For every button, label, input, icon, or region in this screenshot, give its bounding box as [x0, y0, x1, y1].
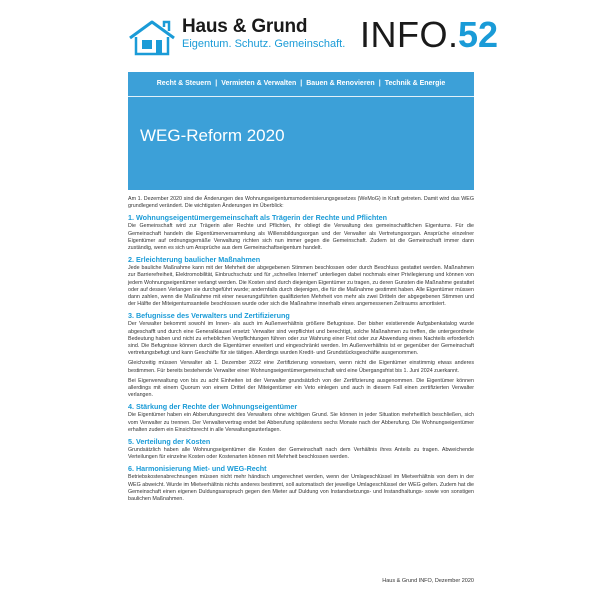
section-heading: 2. Erleichterung baulicher Maßnahmen: [128, 255, 261, 265]
section-heading: 1. Wohnungseigentümergemeinschaft als Trägerin der Rechte und Pflichten: [128, 213, 388, 223]
intro-paragraph: Am 1. Dezember 2020 sind die Änderungen des Wohnungseigentumsmodernisierungsgesetzes (WeMoG) in Kraft getreten. Damit wird das WEG grundlegend verändert. Die wichtigsten Änderungen im Überblick:: [128, 196, 474, 210]
nav-separator: |: [378, 80, 381, 87]
section-paragraph: Jede bauliche Maßnahme kann mit der Mehrheit der abgegebenen Stimmen beschlossen oder durch Beschluss gestattet werden. Maßnahmen zur Barrierefreiheit, Elektromobilität, Einbruchschutz und für „schnelles Internet“ unterliegen dabei nochmals einer Privilegierung und können von jedem Wohnungseigentümer verlangt werden. Die Kosten sind durch diejenigen Eigentümer zu tragen, zu deren Gunsten die Maßnahme gestattet oder auf dessen Verlangen sie durchgeführt wurde; andernfalls durch diejenigen, die für die Maßnahme gestimmt haben. Alle Eigentümer müssen dann zahlen, wenn die Maßnahme mit einer neuerungsführten qualifizierten Mehrheit von mehr als zwei Dritteln der abgegebenen Stimmen und der Hälfte der Miteigentumsanteile beschlossen wurde oder sich die Maßnahme innerhalb eines angemessenen Zeitraums amortisiert.: [128, 265, 474, 308]
nav-separator: |: [300, 80, 303, 87]
nav-item-recht-steuern[interactable]: Recht & Steuern: [156, 80, 212, 87]
section-paragraph: Betriebskostenabrechnungen müssen nicht mehr händisch umgerechnet werden, wenn der Umlageschlüssel im Mietverhältnis von dem in der WEG abweicht. Wurde im Mietverhältnis nichts anderes bestimmt, soll automatisch der jeweilige Umlageschlüssel der WEG gelten. Zudem hat die Gemeinschaft einen eigenen Duldungsanspruch gegen den Mieter auf Duldung von Instandsetzungs- und Instandhaltungs- sowie von sonstigen baulichen Maßnahmen.: [128, 474, 474, 503]
nav-item-vermieten-verwalten[interactable]: Vermieten & Verwalten: [221, 80, 297, 87]
section-heading: 3. Befugnisse des Verwalters und Zertifizierung: [128, 311, 290, 321]
section-heading: 6. Harmonisierung Miet- und WEG-Recht: [128, 464, 267, 474]
section-paragraph: Gleichzeitig müssen Verwalter ab 1. Dezember 2022 eine Zertifizierung vorweisen, wenn nicht die Eigentümer einstimmig etwas anderes bestimmen. Für bereits bestehende Verwalter einer Wohnungseigentümergemeinschaft wird eine Übergangsfrist bis 1. Juni 2024 zuerkannt.: [128, 360, 474, 374]
nav-separator: |: [215, 80, 218, 87]
section-paragraph: Die Eigentümer haben ein Abberufungsrecht des Verwalters ohne wichtigen Grund. Sie können in jeder Situation mehrheitlich beschließen, sich vom Verwalter zu trennen. Der Verwaltervertrag endet bei Abberufung spätestens sechs Monate nach der Abberufung. Die Wohnungseigentümer erhalten zudem ein Einsichtsrecht in alle Verwaltungsunterlagen.: [128, 412, 474, 433]
section-paragraph: Grundsätzlich haben alle Wohnungseigentümer die Kosten der Gemeinschaft nach dem Verhältnis ihres Anteils zu tragen. Abweichende Verteilungen für einzelne Kosten oder Kostenarten können mit Mehrheit beschlossen werden.: [128, 447, 474, 461]
brand-tagline: Eigentum. Schutz. Gemeinschaft.: [182, 38, 346, 50]
article-body: [128, 196, 474, 505]
section-paragraph: Bei Eigenverwaltung von bis zu acht Einheiten ist der Verwalter grundsätzlich von der Zertifizierung ausgenommen. Die Eigentümer können allerdings mit einem Quorum von einem Drittel der Miteigentümer ein Veto einlegen und auch in diesem Fall einen zertifizierten Verwalter verlangen.: [128, 377, 474, 399]
section-heading: 4. Stärkung der Rechte der Wohnungseigentümer: [128, 402, 298, 412]
section-paragraph: Der Verwalter bekommt sowohl im Innen- als auch im Außenverhältnis größere Befugnisse. Der bisher existierende Aufgabenkatalog wurde abgeschafft und durch eine Generalklausel ersetzt: Verwalter sind verpflichtet und berechtigt, solche Maßnahmen zu treffen, die untergeordnete Bedeutung haben und nicht zu erheblichen Verpflichtungen führen oder zur Wahrung einer Frist oder zur Abwendung eines Nachteils erforderlich sind. Die Befugnisse können durch die Eigentümer erweitert und eingeschränkt werden. Im Außenverhältnis ist er gegenüber der Gemeinschaft vertretungsbefugt und kann Geschäfte für sie tätigen. Allerdings wurden Kredit- und Grundstücksgeschäfte ausgenommen.: [128, 321, 474, 357]
nav-item-bauen-renovieren[interactable]: Bauen & Renovieren: [306, 80, 375, 87]
title-banner: [128, 72, 474, 190]
category-nav: [128, 80, 474, 87]
brand-name: Haus & Grund: [182, 16, 308, 37]
page-footer: Haus & Grund INFO, Dezember 2020: [382, 578, 474, 584]
house-logo-icon: [128, 18, 176, 58]
nav-item-technik-energie[interactable]: Technik & Energie: [384, 80, 446, 87]
issue-label: INFO.: [360, 14, 459, 55]
header: [128, 14, 498, 64]
section-paragraph: Die Gemeinschaft wird zur Trägerin aller Rechte und Pflichten, ihr obliegt die Verwaltung des gemeinschaftlichen Eigentums. Für die Gemeinschaft handeln die Eigentümerversammlung als Willensbildungsorgan und der Verwalter als Vertretungsorgan. Ansprüche einzelner Eigentümer auf ordnungsgemäße Verwaltung richten sich nun immer gegen die Gemeinschaft. Zudem ist die Gemeinschaft immer dann zuständig, wenn es sich um Ansprüche aus dem Gemeinschaftseigentum handelt.: [128, 223, 474, 252]
page-title: WEG-Reform 2020: [140, 126, 285, 145]
issue-number: 52: [458, 14, 499, 55]
section-heading: 5. Verteilung der Kosten: [128, 437, 211, 447]
banner-divider: [128, 96, 474, 97]
